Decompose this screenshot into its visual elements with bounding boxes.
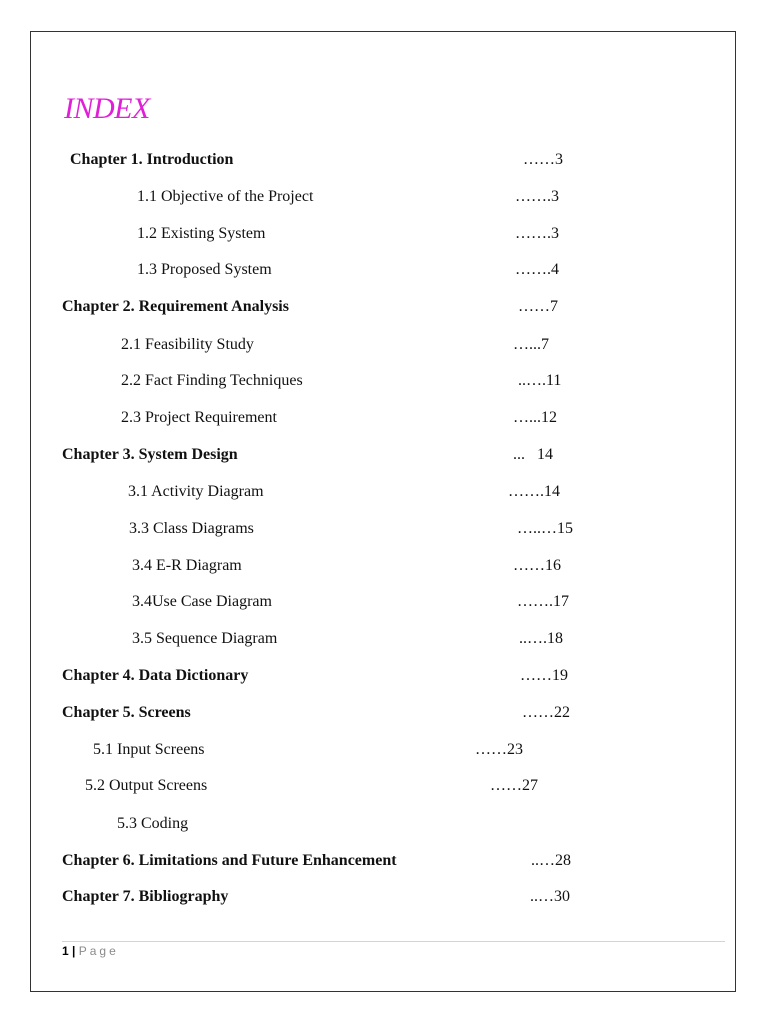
toc-entry-label: 1.2 Existing System (137, 225, 266, 242)
toc-entry-label: Chapter 1. Introduction (70, 151, 234, 168)
toc-entry-page: ……27 (490, 777, 538, 794)
toc-entry-page: ..…28 (531, 852, 571, 869)
footer-page-number: 1 (62, 944, 69, 958)
toc-entry-page: …….14 (508, 483, 560, 500)
toc-entry-label: 2.3 Project Requirement (121, 409, 277, 426)
toc-entry-label: Chapter 5. Screens (62, 704, 191, 721)
toc-entry-label: 5.2 Output Screens (85, 777, 208, 794)
toc-entry-page: ..….11 (518, 372, 562, 389)
toc-entry-page: …….3 (515, 225, 559, 242)
document-page (30, 31, 736, 992)
toc-entry-page: ..…30 (530, 888, 570, 905)
toc-entry-label: Chapter 6. Limitations and Future Enhancement (62, 852, 397, 869)
toc-entry-label: 1.3 Proposed System (137, 261, 272, 278)
toc-entry-page: ……7 (518, 298, 558, 315)
toc-entry-page: ……3 (523, 151, 563, 168)
toc-entry-label: Chapter 7. Bibliography (62, 888, 229, 905)
toc-entry-page: …….3 (515, 188, 559, 205)
footer-page-word: Page (78, 944, 119, 958)
toc-entry-page: …...7 (513, 336, 549, 353)
toc-entry-label: 1.1 Objective of the Project (137, 188, 314, 205)
toc-entry-page: …….17 (517, 593, 569, 610)
toc-entry-label: 3.1 Activity Diagram (128, 483, 264, 500)
toc-entry-label: Chapter 3. System Design (62, 446, 238, 463)
toc-entry-label: 2.1 Feasibility Study (121, 336, 254, 353)
toc-entry-label: 3.3 Class Diagrams (129, 520, 254, 537)
toc-entry-label: Chapter 4. Data Dictionary (62, 667, 249, 684)
page-footer (62, 943, 119, 959)
toc-entry-label: Chapter 2. Requirement Analysis (62, 298, 289, 315)
toc-entry-page: …….4 (515, 261, 559, 278)
footer-separator: | (72, 944, 76, 958)
toc-entry-page: ……23 (475, 741, 523, 758)
toc-entry-label: 5.1 Input Screens (93, 741, 205, 758)
toc-entry-page: ……22 (522, 704, 570, 721)
toc-entry-page: ……19 (520, 667, 568, 684)
toc-entry-page: ... 14 (513, 446, 553, 463)
toc-entry-label: 5.3 Coding (117, 815, 189, 832)
toc-entry-label: 3.5 Sequence Diagram (132, 630, 278, 647)
toc-entry-page: ……16 (513, 557, 561, 574)
toc-entry-page: …...12 (513, 409, 557, 426)
index-title: INDEX (64, 92, 150, 125)
toc-entry-label: 3.4 E-R Diagram (132, 557, 242, 574)
toc-entry-label: 3.4Use Case Diagram (132, 593, 272, 610)
footer-divider (62, 941, 725, 942)
toc-entry-page: ..….18 (519, 630, 563, 647)
toc-entry-page: …..…15 (517, 520, 573, 537)
toc-entry-label: 2.2 Fact Finding Techniques (121, 372, 303, 389)
